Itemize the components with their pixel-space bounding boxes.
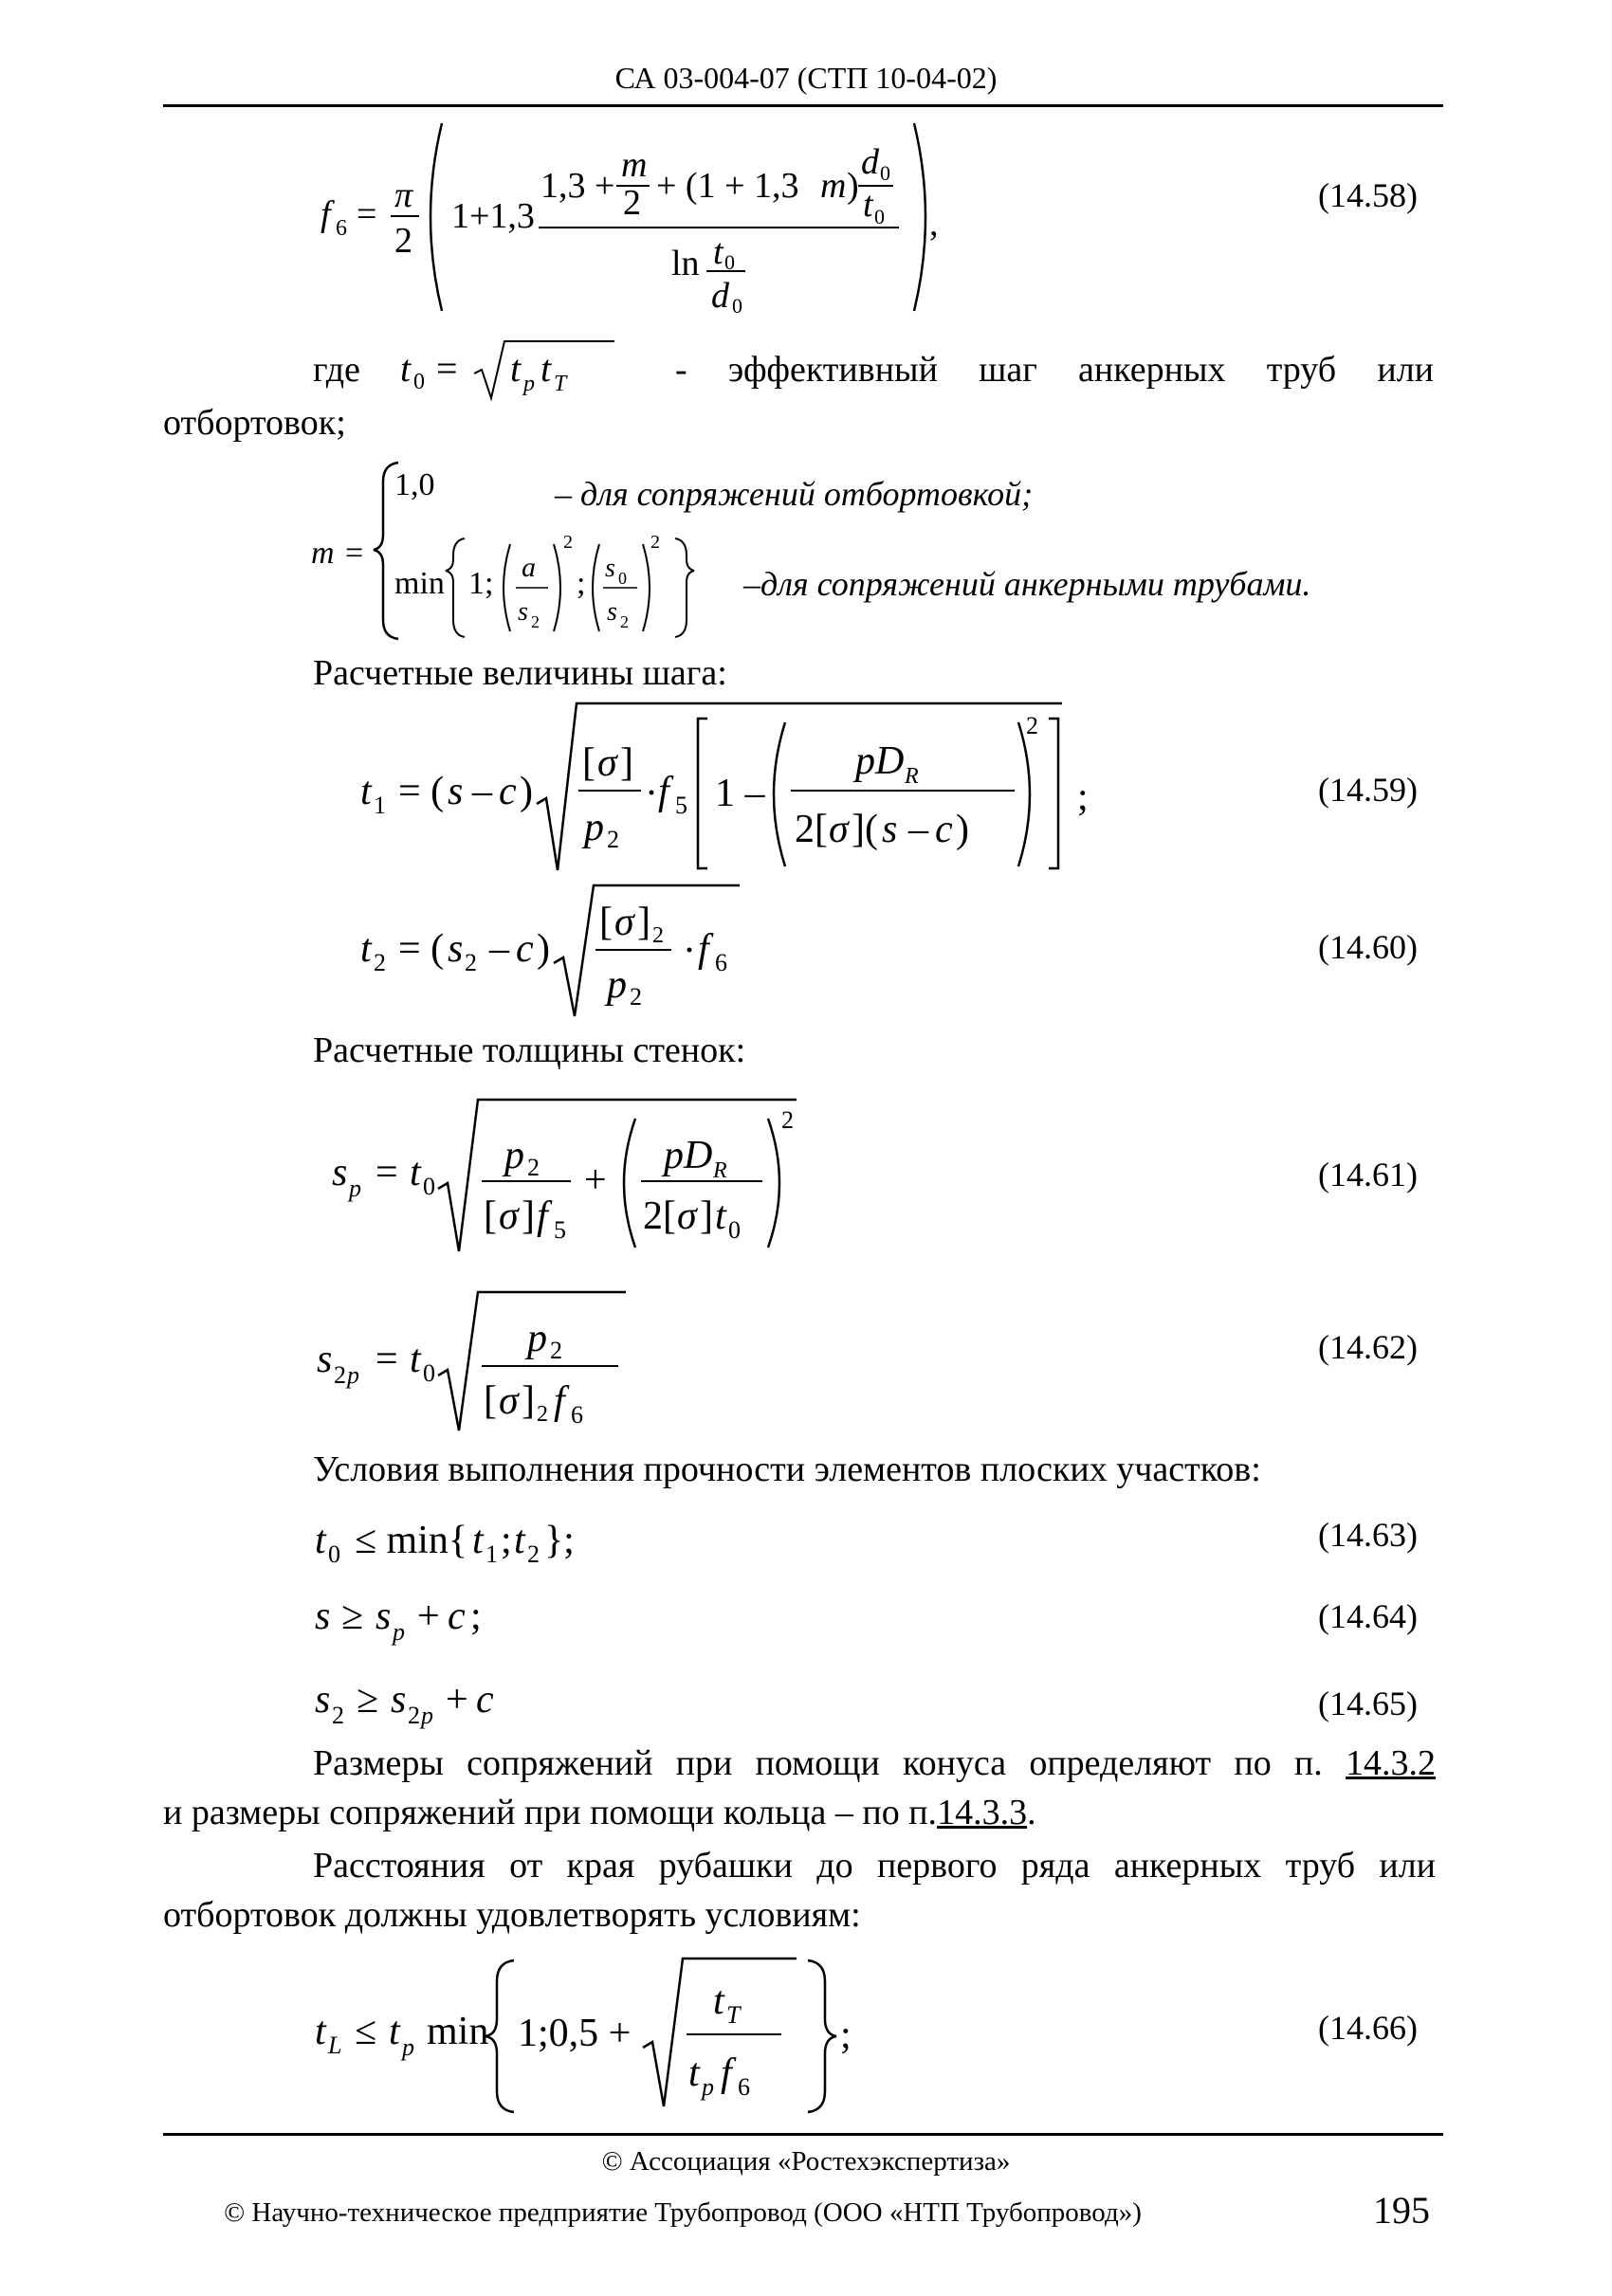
svg-text:;: ; xyxy=(1077,775,1089,819)
svg-text:m: m xyxy=(621,145,648,185)
svg-text:2: 2 xyxy=(607,826,619,853)
svg-text:σ: σ xyxy=(677,1194,697,1238)
svg-text:1;0,5 +: 1;0,5 + xyxy=(518,2012,632,2055)
svg-text:t: t xyxy=(863,185,873,225)
svg-text:t: t xyxy=(360,927,372,971)
svg-text:2: 2 xyxy=(563,532,573,553)
svg-text:t: t xyxy=(410,1151,421,1194)
strength-conditions-heading: Условия выполнения прочности элементов плоских участков: xyxy=(313,1449,1261,1489)
svg-text:ln: ln xyxy=(671,244,700,283)
svg-text:2: 2 xyxy=(537,1402,548,1427)
svg-text:·: · xyxy=(683,929,696,973)
t0-description: - эффективный шаг анкерных труб или xyxy=(675,350,1434,390)
svg-text:]: ] xyxy=(522,1379,535,1423)
svg-text:p: p xyxy=(527,1317,547,1360)
svg-text:): ) xyxy=(956,808,969,851)
footer-copyright-association: © Ассоциация «Ростехэкспертиза» xyxy=(601,2146,1011,2177)
svg-text:t: t xyxy=(389,2010,400,2053)
svg-text:T: T xyxy=(554,372,567,396)
svg-text:+: + xyxy=(417,1594,440,1638)
svg-text:1 –: 1 – xyxy=(715,772,765,815)
svg-text:1: 1 xyxy=(485,1540,498,1568)
svg-text:,: , xyxy=(929,204,939,244)
svg-text:s: s xyxy=(391,1678,407,1722)
svg-text:1+1,3: 1+1,3 xyxy=(451,196,535,236)
svg-text:t: t xyxy=(688,2051,700,2095)
svg-text:s: s xyxy=(317,1338,333,1381)
svg-text:=: = xyxy=(345,536,364,571)
svg-text:0: 0 xyxy=(423,1173,435,1200)
svg-text:+ (1 + 1,3: + (1 + 1,3 xyxy=(656,166,799,206)
svg-text:2: 2 xyxy=(1026,712,1038,739)
svg-text:min: min xyxy=(394,566,445,601)
svg-text:f: f xyxy=(554,1379,565,1423)
svg-text:;: ; xyxy=(470,1594,482,1638)
footer-copyright-company: © Научно-техническое предприятие Трубопровод (ООО «НТП Трубопровод») xyxy=(224,2197,1142,2228)
svg-text:s: s xyxy=(332,1151,348,1194)
svg-text:p: p xyxy=(607,963,627,1007)
svg-text:d: d xyxy=(711,276,729,316)
svg-text:f: f xyxy=(658,770,669,813)
svg-text:=: = xyxy=(376,1338,398,1381)
svg-text:2: 2 xyxy=(630,983,642,1011)
svg-text:c: c xyxy=(448,1594,466,1638)
distance-text-2: отбортовок должны удовлетворять условиям: xyxy=(163,1895,861,1935)
svg-text:=: = xyxy=(436,347,458,390)
formula-14-60 xyxy=(351,882,787,1024)
svg-text:f: f xyxy=(721,2051,732,2095)
svg-text:p: p xyxy=(349,1175,361,1202)
svg-text:pD: pD xyxy=(855,739,905,783)
header-rule xyxy=(163,104,1443,107)
svg-text:t: t xyxy=(410,1338,421,1381)
svg-text:2[: 2[ xyxy=(795,808,828,851)
svg-text:min: min xyxy=(427,2010,489,2053)
svg-text:]: ] xyxy=(700,1194,713,1238)
svg-text:σ: σ xyxy=(614,901,634,944)
svg-text:](: ]( xyxy=(852,808,878,851)
svg-text:2: 2 xyxy=(527,1154,540,1181)
svg-text:= (: = ( xyxy=(398,927,445,971)
equation-number-14-62: (14.62) xyxy=(1318,1328,1418,1366)
svg-text:6: 6 xyxy=(336,216,347,241)
svg-text:1;: 1; xyxy=(468,566,494,601)
svg-text:;: ; xyxy=(501,1519,512,1562)
svg-text:[: [ xyxy=(484,1379,497,1423)
equation-number-14-63: (14.63) xyxy=(1318,1516,1418,1554)
svg-text:t: t xyxy=(514,1519,525,1562)
formula-14-59 xyxy=(351,700,1109,880)
svg-text:t: t xyxy=(400,347,412,390)
svg-text:5: 5 xyxy=(675,792,687,819)
svg-text:p: p xyxy=(402,2033,414,2061)
svg-text:2: 2 xyxy=(650,532,660,553)
svg-text:≤ min{: ≤ min{ xyxy=(355,1519,468,1562)
svg-text:2: 2 xyxy=(550,1337,562,1364)
svg-text:]: ] xyxy=(620,741,633,785)
svg-text:s: s xyxy=(607,597,617,627)
section-14-3-3-link[interactable]: 14.3.3 xyxy=(937,1793,1028,1832)
svg-text:p: p xyxy=(584,806,604,849)
svg-text:0: 0 xyxy=(728,1216,741,1244)
svg-text:d: d xyxy=(861,142,879,182)
svg-text:π: π xyxy=(394,175,413,215)
equation-number-14-60: (14.60) xyxy=(1318,928,1418,966)
svg-text:;: ; xyxy=(577,566,586,601)
formula-14-62 xyxy=(303,1285,664,1436)
svg-text:s: s xyxy=(315,1594,331,1638)
svg-text:t: t xyxy=(315,1519,326,1562)
svg-text:pD: pD xyxy=(664,1134,713,1177)
svg-text:c: c xyxy=(516,927,534,971)
svg-text:2: 2 xyxy=(781,1106,794,1134)
svg-text:p: p xyxy=(421,1702,433,1729)
svg-text:2: 2 xyxy=(652,923,664,948)
svg-text:+: + xyxy=(446,1678,468,1722)
t0-description-continued: отбортовок; xyxy=(163,403,346,443)
svg-text:σ: σ xyxy=(499,1379,519,1423)
svg-text:0: 0 xyxy=(874,205,885,228)
distance-text-1: Расстояния от края рубашки до первого ряда анкерных труб или xyxy=(313,1846,1436,1886)
svg-text:c: c xyxy=(935,808,953,851)
svg-text:p: p xyxy=(702,2073,714,2101)
svg-text:–: – xyxy=(489,927,509,971)
svg-text:+: + xyxy=(584,1158,607,1202)
svg-text:};: }; xyxy=(544,1519,575,1562)
svg-text:σ: σ xyxy=(597,741,617,785)
equation-number-14-66: (14.66) xyxy=(1318,2009,1418,2047)
svg-text:R: R xyxy=(713,1158,727,1183)
svg-text:t: t xyxy=(360,770,372,813)
svg-text:t: t xyxy=(715,1194,726,1238)
svg-text:s: s xyxy=(315,1678,331,1722)
wall-thickness-heading: Расчетные толщины стенок: xyxy=(313,1030,746,1070)
svg-text:m: m xyxy=(311,536,335,571)
svg-text:6: 6 xyxy=(738,2073,750,2101)
svg-text:–: – xyxy=(908,808,928,851)
svg-text:f: f xyxy=(698,927,709,971)
footer-rule xyxy=(163,2133,1443,2136)
equation-number-14-65: (14.65) xyxy=(1318,1685,1418,1722)
equation-number-14-64: (14.64) xyxy=(1318,1597,1418,1635)
distance-paragraph xyxy=(163,1841,1436,1940)
svg-text:σ: σ xyxy=(829,808,849,851)
svg-text:2: 2 xyxy=(394,221,412,261)
svg-text:6: 6 xyxy=(715,949,727,976)
svg-text:2: 2 xyxy=(527,1540,540,1568)
page-number: 195 xyxy=(1373,2189,1430,2232)
section-14-3-2-link[interactable]: 14.3.2 xyxy=(1346,1743,1437,1783)
where-label: где xyxy=(313,350,360,390)
svg-text:c: c xyxy=(499,770,517,813)
m-case1-note: – для сопряжений отбортовкой; xyxy=(555,475,1034,513)
svg-text:s: s xyxy=(882,808,898,851)
svg-text:2: 2 xyxy=(623,183,641,223)
svg-text:): ) xyxy=(520,770,533,813)
formula-14-61 xyxy=(322,1090,834,1261)
svg-text:[: [ xyxy=(484,1194,497,1238)
svg-text:2: 2 xyxy=(408,1702,420,1729)
svg-text:t: t xyxy=(540,347,552,390)
svg-text:t: t xyxy=(713,1979,724,2023)
svg-text:c: c xyxy=(476,1678,494,1722)
equation-number-14-58: (14.58) xyxy=(1318,176,1418,214)
svg-text:≥: ≥ xyxy=(357,1678,379,1722)
svg-text:≤: ≤ xyxy=(355,2010,377,2053)
svg-text:s: s xyxy=(376,1594,392,1638)
svg-text:=: = xyxy=(376,1151,398,1194)
svg-text:2: 2 xyxy=(620,612,629,631)
svg-text:t: t xyxy=(315,2010,326,2053)
svg-text:]: ] xyxy=(637,901,650,944)
svg-text:·: · xyxy=(645,772,658,815)
document-code-header: СА 03-004-07 (СТП 10-04-02) xyxy=(614,61,998,95)
svg-text:;: ; xyxy=(840,2014,852,2057)
svg-text:p: p xyxy=(504,1134,524,1177)
svg-text:[: [ xyxy=(599,901,613,944)
svg-text:–: – xyxy=(472,770,492,813)
svg-text:5: 5 xyxy=(554,1216,566,1244)
svg-text:1,0: 1,0 xyxy=(394,467,435,502)
formula-14-63 xyxy=(303,1505,645,1572)
svg-text:σ: σ xyxy=(499,1194,519,1238)
svg-text:a: a xyxy=(522,552,536,583)
svg-text:f: f xyxy=(537,1194,548,1238)
svg-text:f: f xyxy=(321,194,331,234)
svg-text:R: R xyxy=(905,764,919,789)
svg-text:): ) xyxy=(847,166,859,206)
dimensions-text-1: Размеры сопряжений при помощи конуса определяют по п. xyxy=(313,1743,1323,1783)
svg-text:= (: = ( xyxy=(398,770,445,813)
svg-text:2: 2 xyxy=(374,949,386,976)
svg-text:[: [ xyxy=(582,741,595,785)
svg-text:p: p xyxy=(347,1361,359,1389)
svg-text:1: 1 xyxy=(374,792,386,819)
svg-text:2: 2 xyxy=(332,1702,344,1729)
equation-number-14-59: (14.59) xyxy=(1318,771,1418,809)
svg-text:2: 2 xyxy=(465,949,477,976)
svg-text:2[: 2[ xyxy=(643,1194,676,1238)
svg-text:t: t xyxy=(510,347,522,390)
dimensions-text-2: и размеры сопряжений при помощи кольца – по п. xyxy=(163,1793,938,1832)
equation-number-14-61: (14.61) xyxy=(1318,1156,1418,1194)
formula-14-58 xyxy=(303,112,948,322)
dimensions-paragraph xyxy=(163,1739,1436,1837)
svg-text:): ) xyxy=(537,927,550,971)
svg-text:0: 0 xyxy=(618,569,627,588)
svg-text:0: 0 xyxy=(732,294,742,318)
svg-text:L: L xyxy=(328,2032,342,2059)
svg-text:]: ] xyxy=(522,1194,535,1238)
svg-text:t: t xyxy=(713,232,724,272)
svg-text:s: s xyxy=(448,927,464,971)
formula-14-64 xyxy=(303,1585,588,1651)
formula-14-65 xyxy=(303,1670,588,1737)
formula-t0-definition xyxy=(396,332,624,408)
svg-text:0: 0 xyxy=(880,161,890,185)
svg-text:0: 0 xyxy=(413,370,425,394)
svg-text:≥: ≥ xyxy=(341,1594,364,1638)
svg-text:=: = xyxy=(357,194,377,234)
svg-text:0: 0 xyxy=(724,250,735,274)
step-values-heading: Расчетные величины шага: xyxy=(313,653,727,693)
svg-text:s: s xyxy=(448,770,464,813)
m-case2-note: –для сопряжений анкерными трубами. xyxy=(743,565,1311,603)
svg-text:0: 0 xyxy=(328,1540,340,1568)
svg-text:1,3 +: 1,3 + xyxy=(540,166,615,206)
svg-text:m: m xyxy=(820,166,847,206)
svg-text:p: p xyxy=(393,1618,405,1646)
svg-text:p: p xyxy=(523,372,535,396)
dimensions-text-3: . xyxy=(1027,1793,1036,1832)
svg-text:s: s xyxy=(518,597,528,627)
svg-text:s: s xyxy=(605,554,615,583)
formula-14-66 xyxy=(303,1953,872,2114)
svg-text:6: 6 xyxy=(571,1401,583,1429)
svg-text:t: t xyxy=(472,1519,484,1562)
svg-text:T: T xyxy=(726,2001,741,2029)
svg-text:0: 0 xyxy=(423,1359,435,1387)
svg-text:2: 2 xyxy=(334,1361,346,1389)
svg-text:2: 2 xyxy=(531,612,540,631)
